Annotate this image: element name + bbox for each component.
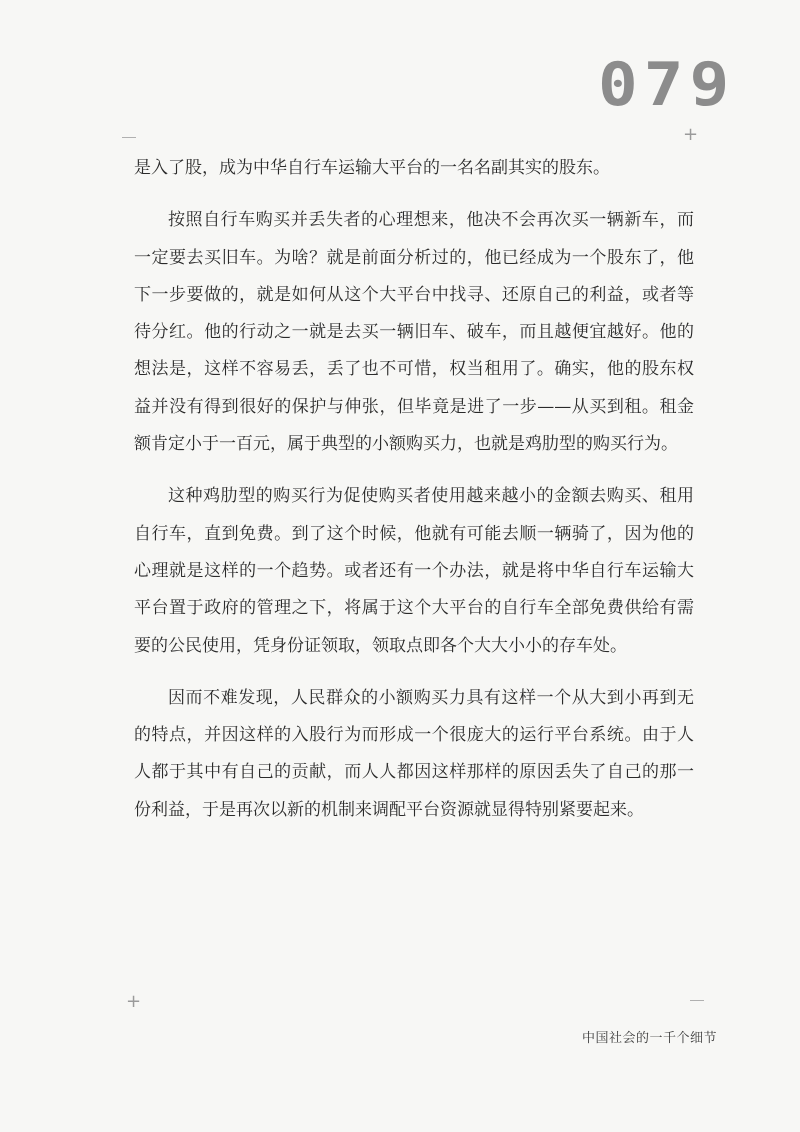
body-text — [134, 150, 694, 844]
paragraph-4: 因而不难发现，人民群众的小额购买力具有这样一个从大到小再到无的特点，并因这样的入股行为而形成一个很庞大的运行平台系统。由于人人都于其中有自己的贡献，而人人都因这样那样的原因丢失了自己的那一份利益，于是再次以新的机制来调配平台资源就显得特别紧要起来。 — [134, 687, 694, 820]
paragraph-3: 这种鸡肋型的购买行为促使购买者使用越来越小的金额去购买、租用自行车，直到免费。到了这个时候，他就有可能去顺一辆骑了，因为他的心理就是这样的一个趋势。或者还有一个办法，就是将中华自行车运输大平台置于政府的管理之下，将属于这个大平台的自行车全部免费供给有需要的公民使用，凭身份证领取，领取点即各个大大小小的存车处。 — [134, 486, 694, 656]
page-number: 079 — [598, 49, 736, 120]
crop-mark-bottom-left: + — [126, 991, 142, 1012]
crop-mark-top-left — [122, 137, 136, 138]
running-footer: 中国社会的一千个细节 — [582, 1031, 718, 1046]
paragraph-2: 按照自行车购买并丢失者的心理想来，他决不会再次买一辆新车，而一定要去买旧车。为啥？就是前面分析过的，他已经成为一个股东了，他下一步要做的，就是如何从这个大平台中找寻、还原自己的利益，或者等待分红。他的行动之一就是去买一辆旧车、破车，而且越便宜越好。他的想法是，这样不容易丢，丢了也不可惜，权当租用了。确实，他的股东权益并没有得到很好的保护与伸张，但毕竟是进了一步——从买到租。租金额肯定小于一百元，属于典型的小额购买力，也就是鸡肋型的购买行为。 — [134, 210, 694, 455]
crop-mark-bottom-right — [690, 1000, 704, 1001]
crop-mark-top-right: + — [683, 124, 699, 145]
paragraph-1: 是入了股，成为中华自行车运输大平台的一名名副其实的股东。 — [134, 158, 610, 178]
